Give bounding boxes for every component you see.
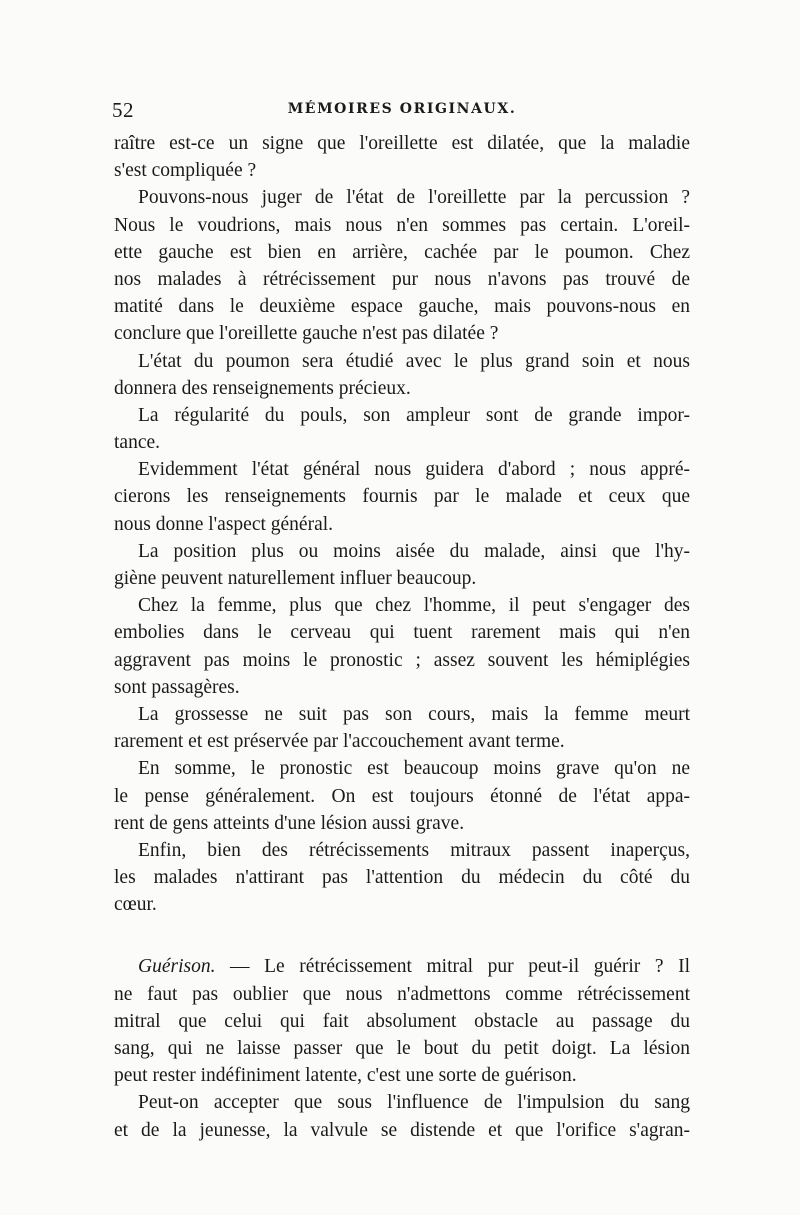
page-header — [112, 98, 692, 124]
section-first-line — [114, 953, 690, 980]
text-line: sont passagères. — [114, 676, 240, 698]
section-gap — [114, 918, 690, 953]
text-line: La régularité du pouls, son ampleur sont de grande impor- — [138, 404, 690, 426]
text-line: Nous le voudrions, mais nous n'en sommes pas certain. L'oreil- — [114, 214, 690, 236]
text-line: rarement et est préservée par l'accouchement avant terme. — [114, 731, 565, 753]
text-line: La grossesse ne suit pas son cours, mais la femme meurt — [138, 703, 690, 725]
text-line: ette gauche est bien en arrière, cachée par le poumon. Chez — [114, 241, 690, 263]
text-line: conclure que l'oreillette gauche n'est pas dilatée ? — [114, 323, 499, 345]
section-dash: — — [215, 956, 265, 978]
text-line: aggravent pas moins le pronostic ; assez souvent les hémiplégies — [114, 649, 690, 671]
text-line: ne faut pas oublier que nous n'admettons comme rétrécissement — [114, 983, 690, 1005]
main-paragraphs — [114, 130, 690, 918]
text-line: embolies dans le cerveau qui tuent rarement mais qui n'en — [114, 622, 690, 644]
text-line: peut rester indéfiniment latente, c'est une sorte de guérison. — [114, 1065, 577, 1087]
text-line: L'état du poumon sera étudié avec le plus grand soin et nous — [138, 350, 690, 372]
text-line: nous donne l'aspect général. — [114, 513, 334, 535]
text-line: les malades n'attirant pas l'attention du médecin du côté du — [114, 867, 690, 889]
text-line: cœur. — [114, 894, 157, 916]
text-line: rent de gens atteints d'une lésion aussi grave. — [114, 812, 465, 834]
text-line: raître est-ce un signe que l'oreillette est dilatée, que la maladie — [114, 133, 690, 154]
body-text — [114, 130, 690, 1144]
text-line: nos malades à rétrécissement pur nous n'avons pas trouvé de — [114, 268, 690, 290]
text-line: Chez la femme, plus que chez l'homme, il peut s'engager des — [138, 595, 690, 617]
text-line: s'est compliquée ? — [114, 160, 257, 182]
text-line: mitral que celui qui fait absolument obstacle au passage du — [114, 1010, 690, 1032]
text-line: Evidemment l'état général nous guidera d'abord ; nous appré- — [138, 459, 690, 481]
text-line: Pouvons-nous juger de l'état de l'oreillette par la percussion ? — [138, 187, 690, 209]
text-line: matité dans le deuxième espace gauche, mais pouvons-nous en — [114, 296, 690, 318]
section-heading: Guérison. — [138, 956, 216, 978]
text-line: tance. — [114, 432, 161, 454]
text-line: donnera des renseignements précieux. — [114, 377, 411, 399]
page-number: 52 — [112, 98, 134, 122]
text-line: sang, qui ne laisse passer que le bout du petit doigt. La lésion — [114, 1038, 690, 1059]
text-line: et de la jeunesse, la valvule se distende et que l'orifice s'agran- — [114, 1119, 690, 1141]
text-line: cierons les renseignements fournis par le malade et ceux que — [114, 486, 690, 508]
running-title: MÉMOIRES ORIGINAUX. — [287, 101, 517, 117]
text-line: le pense généralement. On est toujours étonné de l'état appa- — [114, 785, 690, 807]
text-line: giène peuvent naturellement influer beaucoup. — [114, 568, 477, 589]
text-line: En somme, le pronostic est beaucoup moins grave qu'on ne — [138, 758, 690, 780]
text-line: Enfin, bien des rétrécissements mitraux passent inaperçus, — [138, 839, 690, 861]
section-paragraphs — [114, 981, 690, 1144]
text-line: La position plus ou moins aisée du malade, ainsi que l'hy- — [138, 540, 690, 562]
text-line: Peut-on accepter que sous l'influence de l'impulsion du sang — [138, 1092, 690, 1114]
section-first-line-text: Le rétrécissement mitral pur peut-il guérir ? Il — [264, 956, 690, 978]
